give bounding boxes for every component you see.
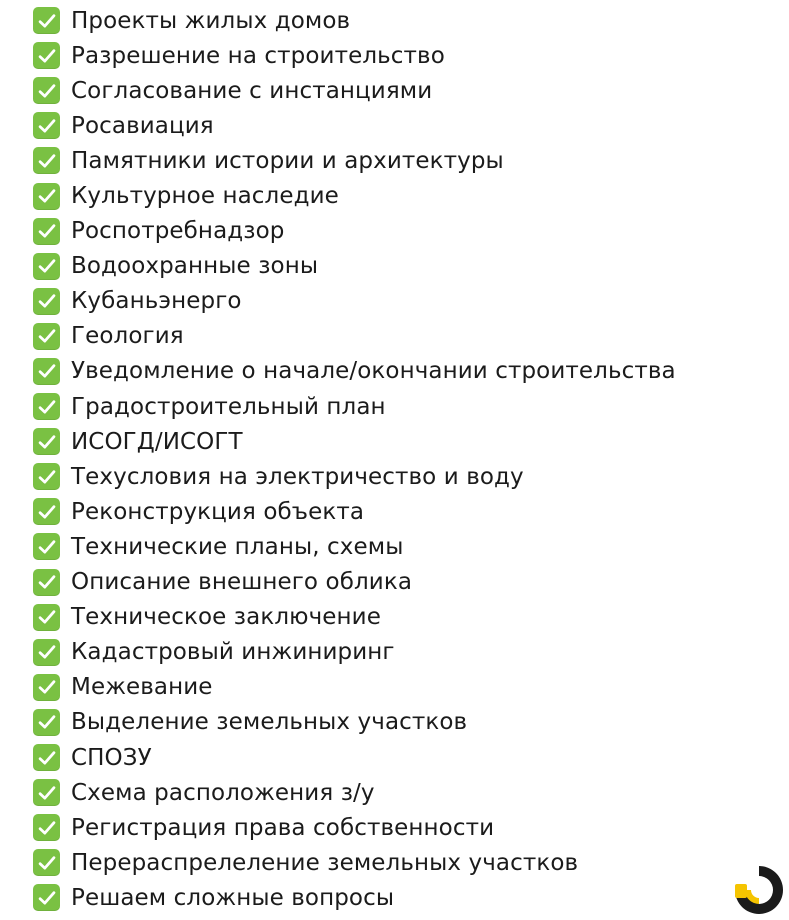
list-item-label: Роспотребнадзор: [71, 218, 285, 245]
list-item-label: Технические планы, схемы: [71, 533, 404, 560]
list-item: [33, 319, 676, 354]
check-mark-icon: [33, 709, 60, 736]
check-mark-icon: [33, 779, 60, 806]
check-mark-icon: [33, 393, 60, 420]
check-mark-icon: [33, 814, 60, 841]
check-mark-icon: [33, 218, 60, 245]
check-mark-icon: [33, 183, 60, 210]
list-item-label: Уведомление о начале/окончании строительства: [71, 358, 676, 385]
check-mark-icon: [33, 112, 60, 139]
check-mark-icon: [33, 77, 60, 104]
list-item-label: Перераспрелеление земельных участков: [71, 849, 579, 876]
list-item-label: ИСОГД/ИСОГТ: [71, 428, 243, 455]
list-item-label: Проекты жилых домов: [71, 7, 351, 34]
list-item: [33, 494, 676, 529]
check-mark-icon: [33, 498, 60, 525]
list-item: [33, 845, 676, 880]
list-item: [33, 635, 676, 670]
list-item: [33, 143, 676, 178]
list-item: [33, 459, 676, 494]
check-mark-icon: [33, 674, 60, 701]
list-item: [33, 108, 676, 143]
list-item-label: Регистрация права собственности: [71, 814, 495, 841]
check-mark-icon: [33, 428, 60, 455]
list-item: [33, 284, 676, 319]
services-checklist: [33, 3, 676, 915]
check-mark-icon: [33, 569, 60, 596]
list-item-label: Кадастровый инжиниринг: [71, 639, 395, 666]
list-item-label: Кубаньэнерго: [71, 288, 242, 315]
list-item-label: Техническое заключение: [71, 604, 381, 631]
list-item: [33, 38, 676, 73]
list-item: [33, 249, 676, 284]
check-mark-icon: [33, 42, 60, 69]
list-item: [33, 424, 676, 459]
brand-logo-icon: [731, 862, 787, 918]
list-item: [33, 214, 676, 249]
list-item-label: Градостроительный план: [71, 393, 386, 420]
list-item: [33, 73, 676, 108]
check-mark-icon: [33, 323, 60, 350]
list-item-label: Реконструкция объекта: [71, 498, 365, 525]
list-item: [33, 565, 676, 600]
list-item: [33, 178, 676, 213]
check-mark-icon: [33, 849, 60, 876]
check-mark-icon: [33, 639, 60, 666]
list-item: [33, 880, 676, 915]
check-mark-icon: [33, 533, 60, 560]
list-item-label: Памятники истории и архитектуры: [71, 147, 504, 174]
list-item: [33, 670, 676, 705]
check-mark-icon: [33, 884, 60, 911]
list-item-label: Выделение земельных участков: [71, 709, 468, 736]
list-item: [33, 529, 676, 564]
list-item-label: Схема расположения з/у: [71, 779, 375, 806]
list-item-label: СПОЗУ: [71, 744, 152, 771]
list-item: [33, 389, 676, 424]
check-mark-icon: [33, 253, 60, 280]
list-item: [33, 354, 676, 389]
list-item: [33, 810, 676, 845]
list-item: [33, 705, 676, 740]
check-mark-icon: [33, 288, 60, 315]
list-item-label: Согласование с инстанциями: [71, 77, 433, 104]
list-item: [33, 600, 676, 635]
check-mark-icon: [33, 463, 60, 490]
list-item-label: Разрешение на строительство: [71, 42, 445, 69]
check-mark-icon: [33, 7, 60, 34]
list-item: [33, 740, 676, 775]
list-item-label: Росавиация: [71, 112, 214, 139]
list-item-label: Геология: [71, 323, 184, 350]
list-item-label: Решаем сложные вопросы: [71, 884, 395, 911]
list-item-label: Техусловия на электричество и воду: [71, 463, 524, 490]
list-item-label: Культурное наследие: [71, 183, 339, 210]
list-item-label: Описание внешнего облика: [71, 569, 413, 596]
list-item: [33, 3, 676, 38]
list-item: [33, 775, 676, 810]
list-item-label: Межевание: [71, 674, 213, 701]
check-mark-icon: [33, 147, 60, 174]
list-item-label: Водоохранные зоны: [71, 253, 319, 280]
check-mark-icon: [33, 358, 60, 385]
check-mark-icon: [33, 604, 60, 631]
check-mark-icon: [33, 744, 60, 771]
